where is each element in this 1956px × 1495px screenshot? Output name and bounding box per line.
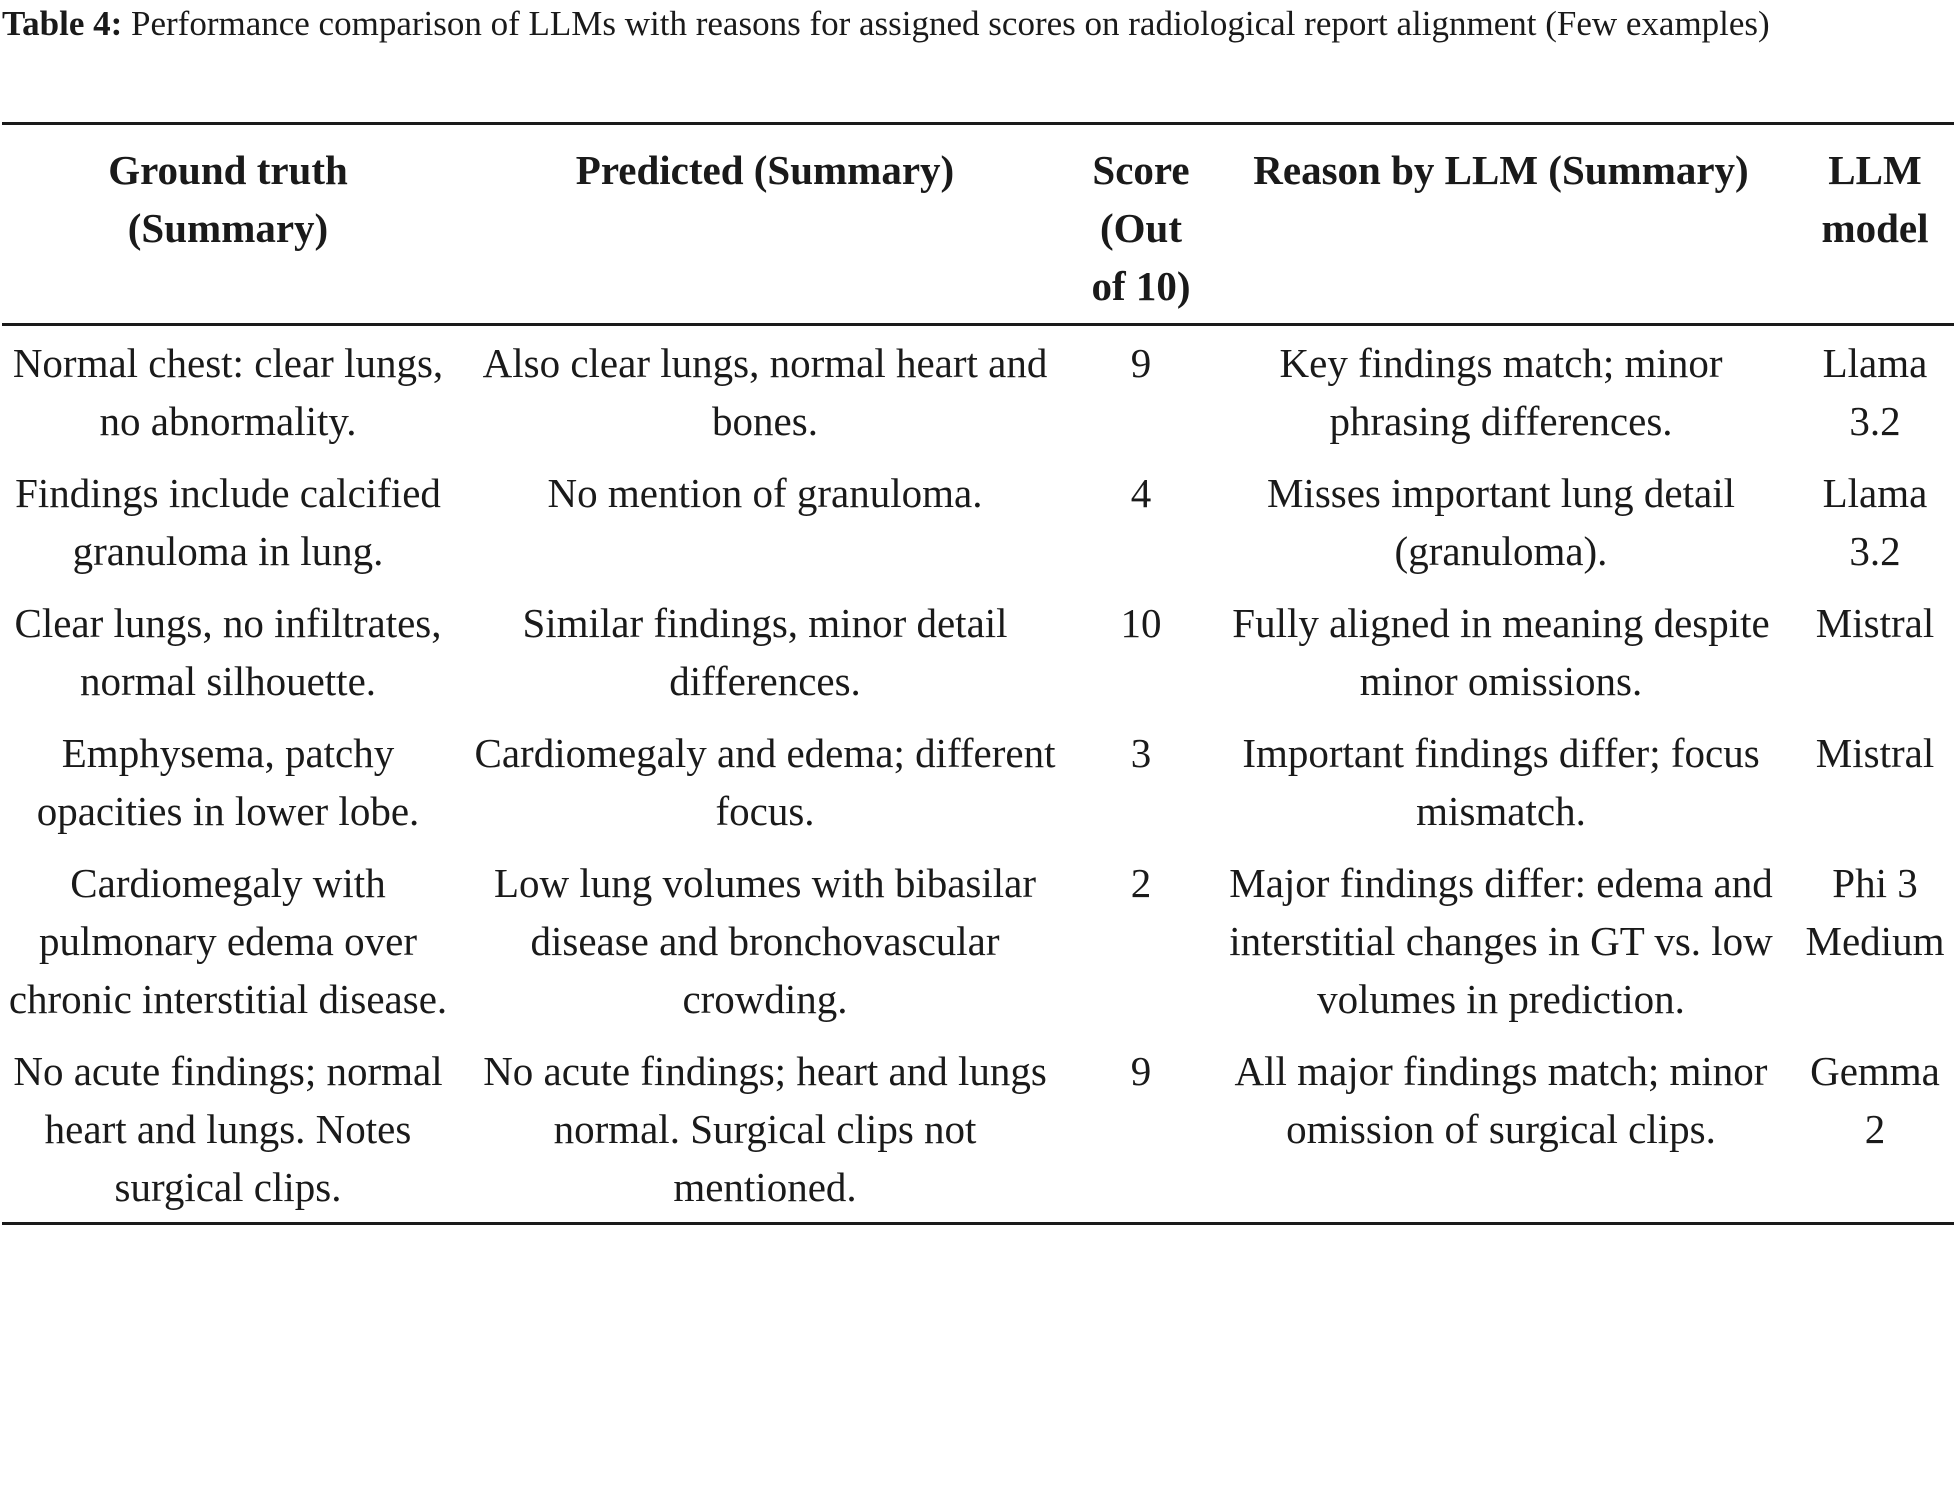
header-ground-truth: Ground truth (Summary) bbox=[108, 147, 348, 251]
cell-score: 2 bbox=[1130, 860, 1152, 906]
table-caption bbox=[2, 0, 1954, 48]
cell-score: 3 bbox=[1130, 730, 1152, 776]
table-row bbox=[2, 716, 1954, 846]
table-row bbox=[2, 846, 1954, 1034]
cell-ground-truth: Emphysema, patchy opacities in lower lobe. bbox=[36, 730, 420, 834]
cell-predicted: Cardiomegaly and edema; different focus. bbox=[474, 730, 1056, 834]
cell-ground-truth: Cardiomegaly with pulmonary edema over chronic interstitial disease. bbox=[8, 860, 448, 1022]
cell-reason: Key findings match; minor phrasing differences. bbox=[1279, 340, 1723, 444]
table-row bbox=[2, 456, 1954, 586]
cell-llm-model: Llama 3.2 bbox=[1822, 340, 1928, 444]
cell-predicted: Low lung volumes with bibasilar disease and bronchovascular crowding. bbox=[493, 860, 1037, 1022]
cell-ground-truth: Normal chest: clear lungs, no abnormality. bbox=[12, 340, 444, 444]
cell-predicted: Similar findings, minor detail differences. bbox=[522, 600, 1008, 704]
cell-reason: Major findings differ: edema and interstitial changes in GT vs. low volumes in prediction. bbox=[1229, 860, 1773, 1022]
cell-reason: Misses important lung detail (granuloma). bbox=[1266, 470, 1736, 574]
cell-score: 9 bbox=[1130, 340, 1152, 386]
results-table bbox=[2, 122, 1954, 1225]
cell-llm-model: Mistral bbox=[1815, 600, 1935, 646]
cell-score: 4 bbox=[1130, 470, 1152, 516]
table-caption-label: Table 4: bbox=[2, 4, 123, 43]
cell-reason: All major findings match; minor omission of surgical clips. bbox=[1234, 1048, 1768, 1152]
cell-reason: Fully aligned in meaning despite minor omissions. bbox=[1232, 600, 1770, 704]
table-row bbox=[2, 586, 1954, 716]
cell-llm-model: Llama 3.2 bbox=[1822, 470, 1928, 574]
table-row bbox=[2, 1034, 1954, 1224]
table-caption-text: Performance comparison of LLMs with reasons for assigned scores on radiological report alignment (Few examples) bbox=[131, 4, 1770, 43]
cell-predicted: Also clear lungs, normal heart and bones. bbox=[482, 340, 1048, 444]
cell-predicted: No acute findings; heart and lungs normal. Surgical clips not mentioned. bbox=[483, 1048, 1047, 1210]
header-reason: Reason by LLM (Summary) bbox=[1253, 147, 1749, 193]
header-score: Score (Out of 10) bbox=[1091, 147, 1191, 309]
header-predicted: Predicted (Summary) bbox=[575, 147, 955, 193]
cell-ground-truth: No acute findings; normal heart and lungs. Notes surgical clips. bbox=[13, 1048, 443, 1210]
cell-reason: Important findings differ; focus mismatch. bbox=[1242, 730, 1760, 834]
header-llm-model: LLM model bbox=[1821, 147, 1929, 251]
table-header-row bbox=[2, 124, 1954, 325]
cell-llm-model: Phi 3 Medium bbox=[1805, 860, 1945, 964]
cell-ground-truth: Clear lungs, no infiltrates, normal silhouette. bbox=[14, 600, 442, 704]
cell-score: 10 bbox=[1120, 600, 1162, 646]
table-row bbox=[2, 325, 1954, 457]
cell-llm-model: Mistral bbox=[1815, 730, 1935, 776]
cell-predicted: No mention of granuloma. bbox=[547, 470, 983, 516]
cell-score: 9 bbox=[1130, 1048, 1152, 1094]
cell-ground-truth: Findings include calcified granuloma in lung. bbox=[15, 470, 441, 574]
cell-llm-model: Gemma 2 bbox=[1810, 1048, 1940, 1152]
